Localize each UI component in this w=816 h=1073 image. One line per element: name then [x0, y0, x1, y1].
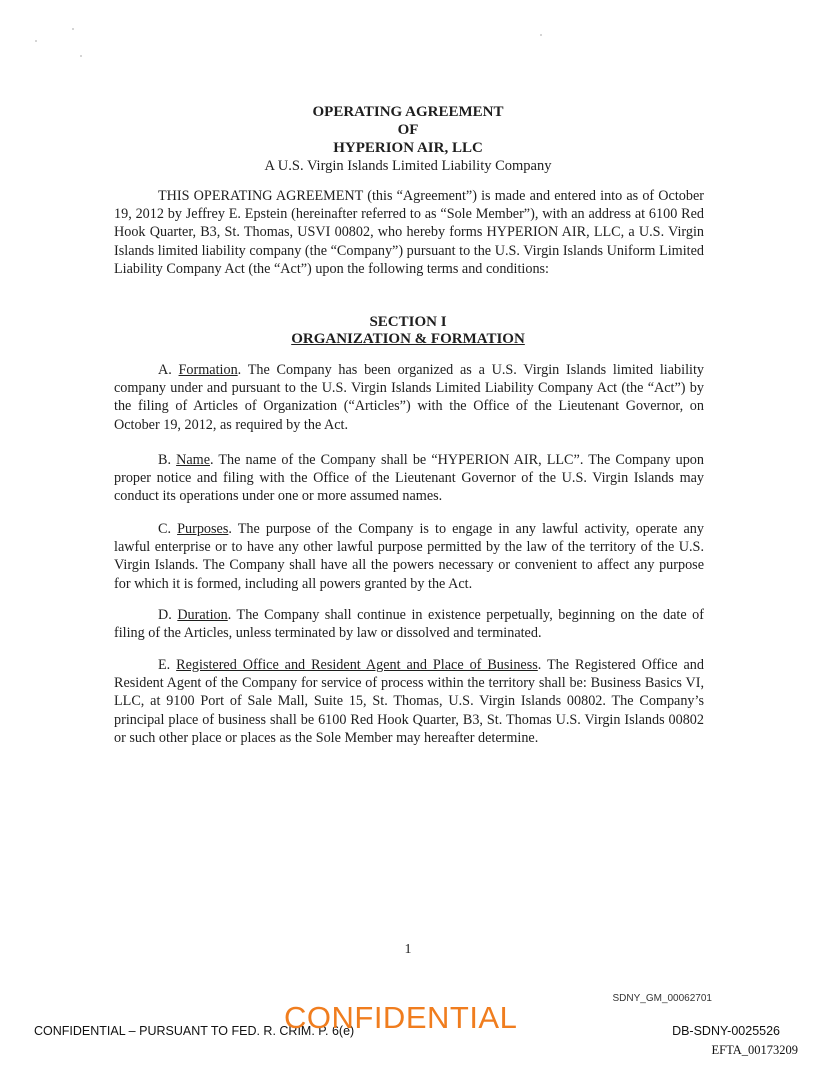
clause-heading: Purposes: [177, 521, 229, 537]
document-header: [0, 103, 816, 175]
clause-text: . The purpose of the Company is to engage in any lawful activity, operate any lawful enterprise or to have any other lawful purpose permitted by the law of the territory of the U.S. Virgin Islands. The Company shall have all the powers necessary or convenient to affect any purpose for which it is formed, including all powers granted by the Act.: [114, 521, 704, 592]
clause-d: [114, 606, 704, 642]
clause-b: [114, 451, 704, 506]
clause-text: . The name of the Company shall be “HYPERION AIR, LLC”. The Company upon proper notice and filing with the Office of the Lieutenant Governor of the U.S. Virgin Islands may conduct its operations under one or more assumed names.: [114, 452, 704, 505]
clause-heading: Registered Office and Resident Agent and Place of Business: [176, 657, 538, 673]
scan-speck: [72, 28, 74, 30]
intro-paragraph: [114, 187, 704, 278]
intro-text: THIS OPERATING AGREEMENT (this “Agreement”) is made and entered into as of October 19, 2012 by Jeffrey E. Epstein (hereinafter referred to as “Sole Member”), with an address at 6100 Red Hook Quarter, B3, St. Thomas, USVI 00802, who hereby forms HYPERION AIR, LLC, a U.S. Virgin Islands limited liability company (the “Company”) pursuant to the U.S. Virgin Islands Uniform Limited Liability Company Act (the “Act”) upon the following terms and conditions:: [114, 188, 704, 277]
clause-text: . The Company has been organized as a U.S. Virgin Islands limited liability company under and pursuant to the U.S. Virgin Islands Limited Liability Company Act (the “Act”) by the filing of Articles of Organization (“Articles”) with the Office of the Lieutenant Governor, on October 19, 2012, as required by the Act.: [114, 362, 705, 433]
clause-text: . The Registered Office and Resident Agent of the Company for service of process within the territory shall be: Business Basics VI, LLC, at 9100 Port of Sale Mall, Suite 15, St. Thomas, U.S. Virgin Islands 00802. The Company’s principal place of business shall be 6100 Red Hook Quarter, B3, St. Thomas U.S. Virgin Islands 00802 or such other place or places as the Sole Member may hereafter determine.: [114, 657, 704, 746]
clause-letter: E.: [158, 657, 171, 673]
title-line-2: OF: [397, 122, 419, 138]
confidential-notice: CONFIDENTIAL – PURSUANT TO FED. R. CRIM. P. 6(e): [34, 1024, 355, 1038]
clause-a: [114, 361, 704, 434]
clause-heading: Duration: [177, 607, 228, 623]
title-line-1: OPERATING AGREEMENT: [312, 104, 504, 120]
clause-c: [114, 520, 704, 593]
scan-speck: [80, 55, 82, 57]
bates-number-small: SDNY_GM_00062701: [612, 993, 712, 1004]
efta-number: EFTA_00173209: [711, 1043, 798, 1057]
subtitle: A U.S. Virgin Islands Limited Liability Company: [264, 158, 552, 174]
clause-letter: B.: [158, 452, 172, 468]
clause-heading: Formation: [178, 362, 238, 378]
clause-letter: D.: [158, 607, 172, 623]
bates-number: DB-SDNY-0025526: [672, 1024, 780, 1038]
title-line-3: HYPERION AIR, LLC: [333, 140, 483, 156]
section-number: SECTION I: [369, 314, 447, 330]
clause-text: . The Company shall continue in existence perpetually, beginning on the date of filing of the Articles, unless terminated by law or dissolved and terminated.: [114, 607, 704, 642]
clause-letter: A.: [158, 362, 172, 378]
scan-speck: [540, 34, 542, 36]
confidential-stamp: CONFIDENTIAL: [284, 1000, 518, 1035]
section-title: ORGANIZATION & FORMATION: [291, 331, 525, 347]
scan-speck: [35, 40, 37, 42]
clause-heading: Name: [176, 452, 210, 468]
clause-letter: C.: [158, 521, 172, 537]
page-number: 1: [404, 942, 412, 957]
clause-e: [114, 656, 704, 747]
